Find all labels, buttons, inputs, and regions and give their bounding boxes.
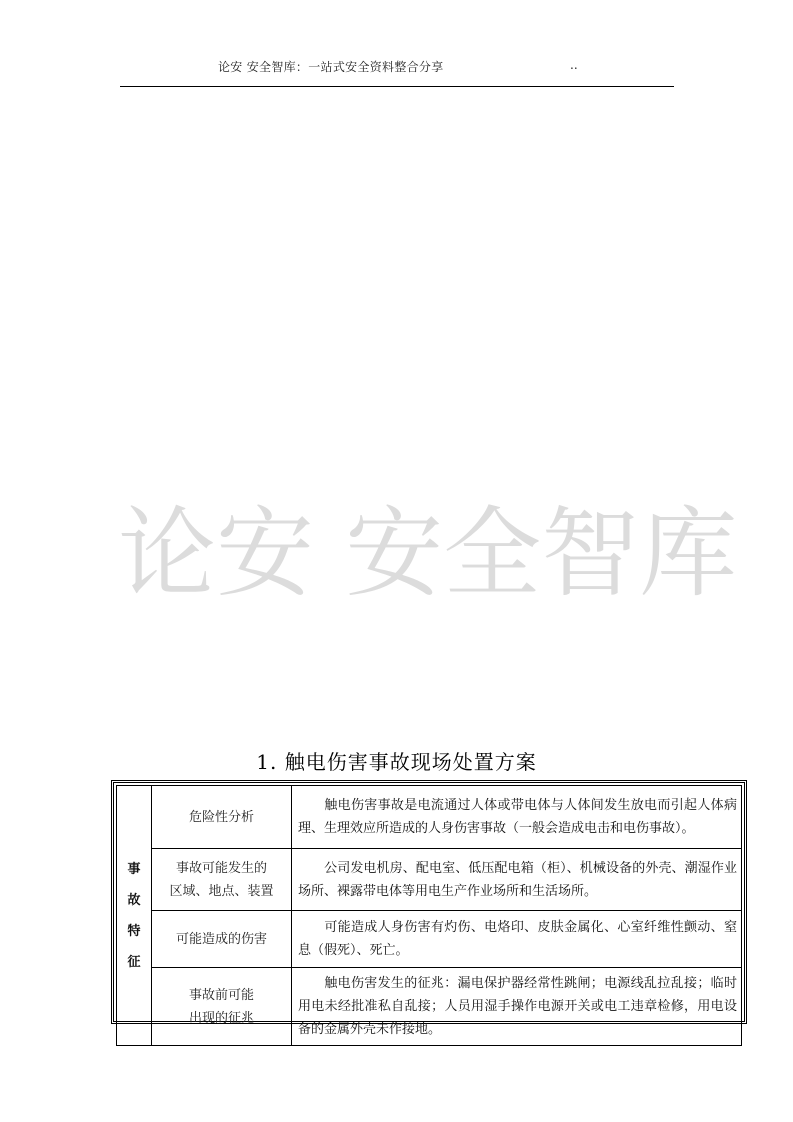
category-cell	[117, 786, 152, 1046]
row-label-line: 事故前可能	[188, 987, 254, 1003]
row-label-line: 危险性分析	[188, 809, 254, 825]
table-row	[117, 968, 742, 1046]
row-label-line: 出现的征兆	[188, 1010, 254, 1026]
row-label-line: 事故可能发生的	[175, 860, 267, 876]
category-char: 事	[127, 861, 141, 877]
row-label-line: 可能造成的伤害	[175, 931, 267, 947]
row-content-text: 触电伤害发生的征兆：漏电保护器经常性跳闸；电源线乱拉乱接；临时用电未经批准私自乱接；人员用湿手操作电源开关或电工违章检修，用电设备的金属外壳未作接地。	[298, 976, 737, 1037]
watermark: 论安 安全智库	[118, 497, 738, 611]
accident-features-grid	[116, 785, 742, 1046]
row-label-possible-harm	[152, 911, 292, 968]
row-content-warning-signs	[292, 968, 742, 1046]
section-title: 1. 触电伤害事故现场处置方案	[256, 750, 537, 774]
row-content-text: 触电伤害事故是电流通过人体或带电体与人体间发生放电而引起人体病理、生理效应所造成的人身伤害事故（一般会造成电击和电伤事故）。	[298, 798, 737, 836]
table-row	[117, 786, 742, 849]
category-char: 故	[127, 892, 141, 908]
category-char: 特	[127, 923, 141, 939]
row-content-text: 公司发电机房、配电室、低压配电箱（柜）、机械设备的外壳、潮湿作业场所、裸露带电体等用电生产作业场所和生活场所。	[298, 860, 737, 899]
row-content-location	[292, 849, 742, 911]
row-label-warning-signs	[152, 968, 292, 1046]
accident-features-table	[111, 780, 747, 1037]
row-content-possible-harm	[292, 911, 742, 968]
row-content-text: 可能造成人身伤害有灼伤、电烙印、皮肤金属化、心室纤维性颤动、窒息（假死）、死亡。	[298, 920, 737, 958]
row-label-line: 区域、地点、装置	[169, 883, 274, 899]
table-row	[117, 911, 742, 968]
row-label-location	[152, 849, 292, 911]
page-header-dots: ..	[570, 58, 578, 72]
page-header-text: 论安 安全智库：一站式安全资料整合分享	[218, 60, 444, 74]
table-row	[117, 849, 742, 911]
row-label-risk-analysis	[152, 786, 292, 849]
header-divider	[120, 86, 674, 87]
row-content-risk-analysis	[292, 786, 742, 849]
category-char: 征	[127, 954, 141, 970]
